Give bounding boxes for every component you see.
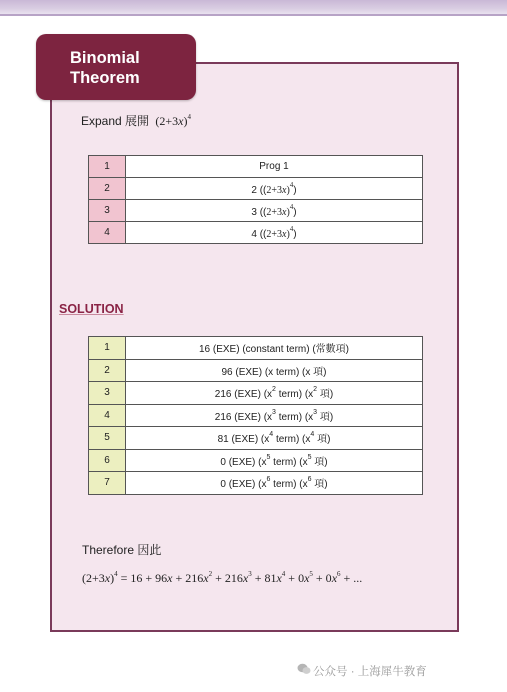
row-number: 4 [89,222,126,244]
solution-table [88,336,423,495]
formula-term: + 81 [251,571,277,585]
keystroke-suffix: ) [293,185,297,196]
formula-term: = 16 + 96 [117,571,168,585]
watermark: 公众号 · 上海犀牛教育 [313,666,427,678]
table-row [89,382,423,405]
row-value [126,178,423,200]
program-table [88,155,423,244]
row-number: 3 [89,382,126,405]
keystroke-prefix: 4 (( [251,229,267,240]
row-number: 3 [89,200,126,222]
table-row [89,472,423,495]
top-divider [0,14,507,16]
row-number: 2 [89,359,126,382]
title-line: Theorem [70,69,140,87]
keystroke-suffix: ) [293,207,297,218]
table-row [89,449,423,472]
title-line: Binomial [70,49,140,67]
page-title [70,48,140,88]
formula-term: + 0 [312,571,332,585]
row-value: 216 (EXE) ($x^3$ term) ($x^3$ 項) [126,404,423,427]
row-value [126,222,423,244]
row-value [126,200,423,222]
formula-term: + 216 [172,571,204,585]
table-row [89,427,423,450]
top-decorative-band [0,0,507,14]
wechat-icon [297,663,311,675]
table-row [89,337,423,360]
expansion-formula: $(2+3x)^4 = 16 + 96x + 216x^2 + 216x^3 + 81x^4 + 0x^5 + 0x^6$ + ... [82,570,363,585]
therefore-label: Therefore 因此 [82,543,162,557]
expand-label: Expand 展開 [81,114,150,128]
program-expression: 2+3x)$^4$ [266,225,294,240]
keystroke-suffix: ) [293,229,297,240]
expand-expression: $(2+3x)^4$ [155,113,191,128]
row-value: 81 (EXE) ($x^4$ term) ($x^4$ 項) [126,427,423,450]
row-number: 4 [89,404,126,427]
program-expression: 2+3x)$^4$ [266,203,294,218]
title-tab [36,34,196,100]
table-row [89,156,423,178]
solution-heading: SOLUTION [59,302,124,316]
table-row [89,404,423,427]
keystroke-prefix: 2 (( [251,185,267,196]
formula-term: + 216 [212,571,243,585]
row-value: 16 (EXE) (constant term) (常數項) [126,337,423,360]
row-number: 5 [89,427,126,450]
row-number: 6 [89,449,126,472]
row-number: 7 [89,472,126,495]
row-value: 96 (EXE) (x term) (x 項) [126,359,423,382]
row-value: 0 (EXE) ($x^6$ term) ($x^6$ 項) [126,472,423,495]
keystroke-prefix: 3 (( [251,207,267,218]
row-value: 216 (EXE) ($x^2$ term) ($x^2$ 項) [126,382,423,405]
row-value: Prog 1 [126,156,423,178]
table-row [89,359,423,382]
row-value: 0 (EXE) ($x^5$ term) ($x^5$ 項) [126,449,423,472]
row-number: 1 [89,156,126,178]
table-row [89,200,423,222]
table-row [89,178,423,200]
expand-instruction [81,112,191,129]
formula-term: + 0 [285,571,305,585]
program-expression: 2+3x)$^4$ [266,181,294,196]
row-number: 1 [89,337,126,360]
table-row [89,222,423,244]
row-number: 2 [89,178,126,200]
